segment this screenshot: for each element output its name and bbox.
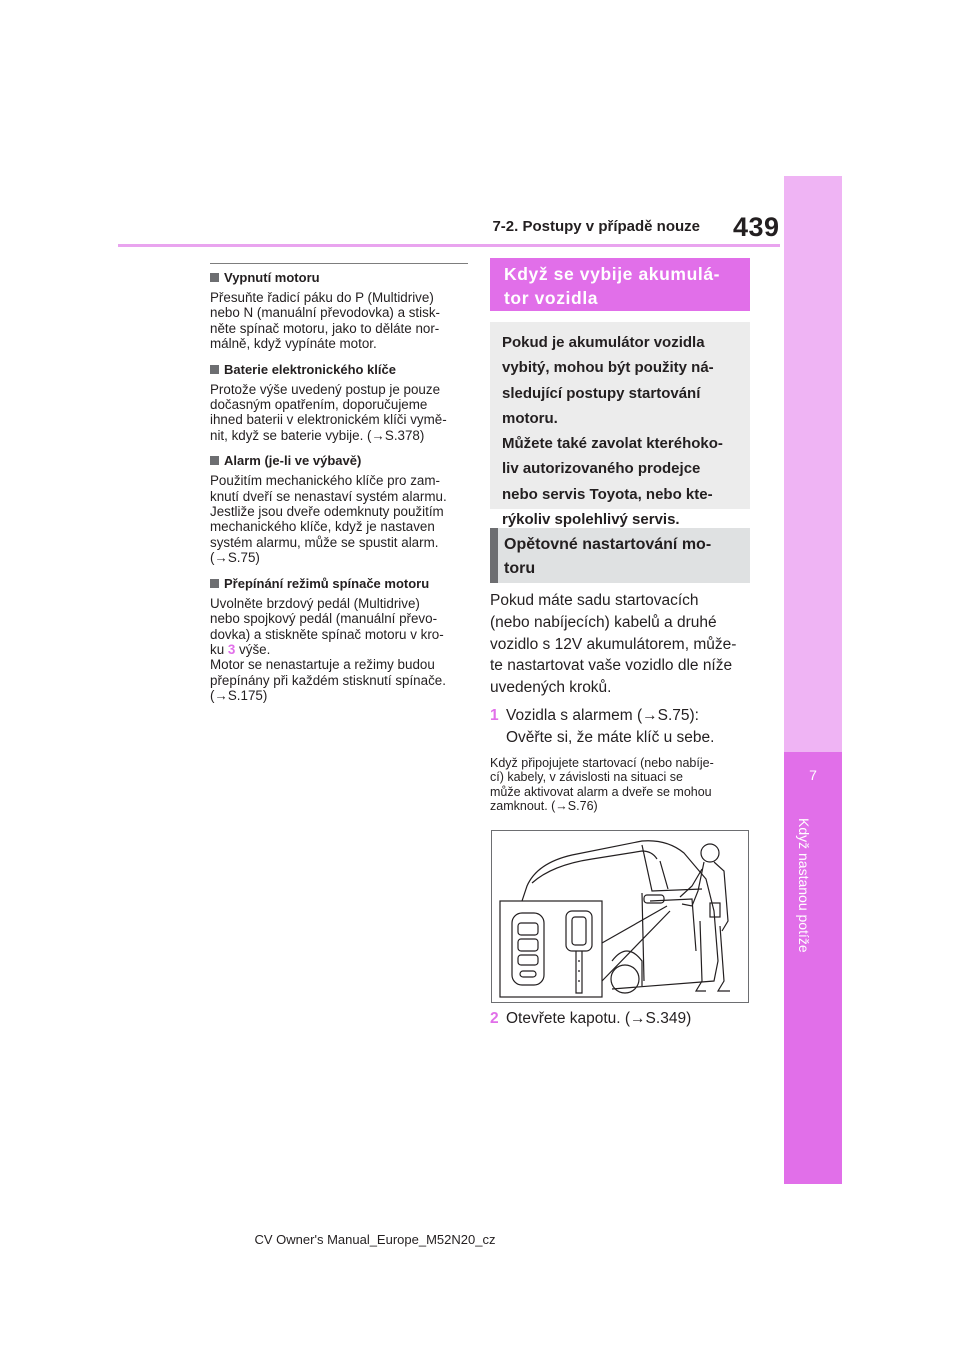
car-key-illustration: [492, 831, 748, 1002]
topic-body: Použitím mechanického klíče pro zam- knutí dveří se nenastaví systém alarmu. Jestliže jsou dveře odemknuty použitím mechanického klíče, když je nastaven systém alarmu, může se spustit alarm. (→S.75): [210, 473, 447, 566]
square-bullet-icon: [210, 365, 219, 374]
step-2: [490, 1008, 750, 1030]
header-rule: [118, 244, 780, 247]
topic-heading: Přepínání režimů spínače motoru: [210, 575, 468, 592]
square-bullet-icon: [210, 273, 219, 282]
topic-body: Uvolněte brzdový pedál (Multidrive) nebo spojkový pedál (manuální převo- dovka) a stiskněte spínač motoru v kro- ku 3 výše. Motor se nenastartuje a režimy budou přepínány při každém stisknutí spínače. (→S.175): [210, 595, 446, 704]
step-reference: 3: [227, 641, 236, 657]
step-text: Vozidla s alarmem (→S.75): Ověřte si, že máte klíč u sebe.: [506, 706, 715, 746]
left-column: [210, 263, 468, 713]
step-number: 1: [490, 706, 499, 724]
square-bullet-icon: [210, 579, 219, 588]
topic-alarm: [210, 452, 468, 565]
footer-manual-id: CV Owner's Manual_Europe_M52N20_cz: [254, 1232, 496, 1247]
sub-heading: Opětovné nastartování mo- toru: [490, 528, 750, 583]
right-body: [490, 590, 750, 814]
chapter-side-tab-active: [784, 752, 842, 1184]
square-bullet-icon: [210, 456, 219, 465]
section-title: 7-2. Postupy v případě nouze: [492, 218, 700, 235]
illustration: [491, 830, 749, 1003]
intro-paragraph: Pokud máte sadu startovacích (nebo nabíjecích) kabelů a druhé vozidlo s 12V akumulátorem, může- te nastartovat vaše vozidlo dle níže uvedených kroků.: [490, 592, 737, 697]
topic-heading: Vypnutí motoru: [210, 269, 468, 286]
topic-body: Protože výše uvedený postup je pouze dočasným opatřením, doporučujeme ihned baterii v elektronickém klíči vymě- nit, když se baterie vybije. (→S.378): [210, 381, 447, 443]
page-number: 439: [733, 212, 780, 242]
topic-heading: Baterie elektronického klíče: [210, 361, 468, 378]
topic-key-battery: [210, 361, 468, 444]
topic-heading: Alarm (je-li ve výbavě): [210, 452, 468, 469]
left-column-rule: [210, 263, 468, 264]
chapter-title: Když nastanou potíže: [796, 818, 812, 953]
topic-body: Přesuňte řadicí páku do P (Multidrive) nebo N (manuální převodovka) a stisk- něte spínač motoru, jako to děláte nor- málně, když vypínáte motor.: [210, 290, 440, 352]
step-2-container: [490, 1008, 750, 1037]
step-text: Otevřete kapotu. (→S.349): [506, 1010, 692, 1027]
step-1: [490, 705, 750, 749]
summary-box: Pokud je akumulátor vozidla vybitý, mohou být použity ná- sledující postupy startování motoru. Můžete také zavolat kteréhoko- liv autorizovaného prodejce nebo servis Toyota, nebo kte- rýkoliv spolehlivý servis.: [490, 322, 750, 509]
topic-switch-modes: [210, 575, 468, 704]
main-heading: Když se vybije akumulá- tor vozidla: [490, 258, 750, 311]
step-number: 2: [490, 1010, 499, 1027]
topic-engine-off: [210, 269, 468, 352]
note-paragraph: Když připojujete startovací (nebo nabíje- cí) kabely, v závislosti na situaci se může aktivovat alarm a dveře se mohou zamknout. (→S.76): [490, 755, 714, 814]
chapter-number: 7: [809, 767, 817, 783]
